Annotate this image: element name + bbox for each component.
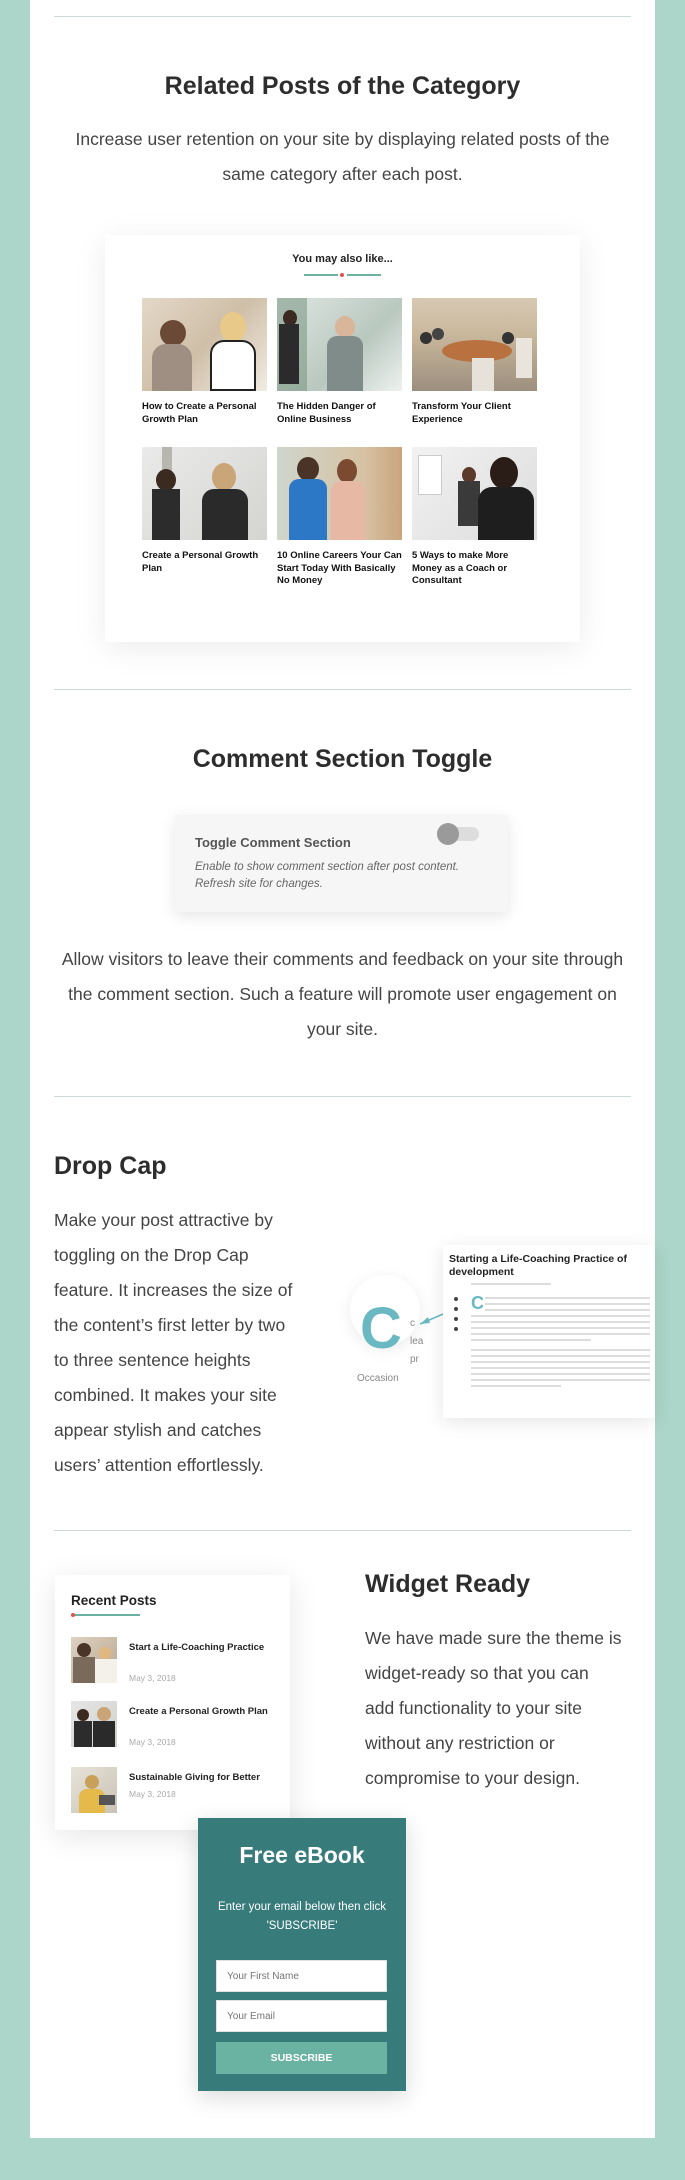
post-thumbnail[interactable] (412, 298, 537, 391)
post-title[interactable]: Create a Personal Growth Plan (142, 550, 259, 574)
text-line-placeholder (471, 1385, 561, 1387)
recent-posts-widget (55, 1575, 290, 1830)
first-name-input[interactable] (216, 1960, 387, 1992)
meta-line (471, 1283, 551, 1285)
related-post-item[interactable] (142, 447, 267, 575)
heading-dot (71, 1613, 75, 1617)
toggle-label: Toggle Comment Section (195, 835, 351, 850)
ebook-description: Enter your email below then click 'SUBSCRIBE' (217, 1901, 387, 1932)
text-line-placeholder (485, 1303, 650, 1305)
recent-post-title[interactable]: Create a Personal Growth Plan (129, 1706, 268, 1717)
text-line: without any restriction or (365, 1733, 555, 1753)
recent-post-item[interactable] (71, 1701, 281, 1749)
toggle-desc-line: Enable to show comment section after post content. (195, 861, 460, 873)
drop-cap-text (54, 1203, 344, 1483)
recent-post-date: May 3, 2018 (129, 1737, 176, 1747)
section-divider (54, 689, 631, 690)
related-posts-heading: You may also like... (292, 253, 393, 265)
text-line: widget-ready so that you can (365, 1663, 589, 1683)
text-line-placeholder (471, 1379, 650, 1381)
page-content (30, 0, 655, 2138)
recent-post-date: May 3, 2018 (129, 1789, 176, 1799)
recent-post-title[interactable]: Sustainable Giving for Better (129, 1772, 260, 1783)
post-title[interactable]: How to Create a Personal Growth Plan (142, 401, 257, 425)
post-thumbnail[interactable] (277, 298, 402, 391)
drop-cap-letter: C (360, 1296, 402, 1361)
preview-drop-cap: C (471, 1293, 484, 1313)
text-line: toggling on the Drop Cap (54, 1245, 249, 1265)
related-posts-text: Increase user retention on your site by displaying related posts of the same category after each post. (75, 129, 610, 184)
share-icon (454, 1297, 458, 1301)
text-line: Make your post attractive by (54, 1210, 273, 1230)
related-post-item[interactable] (142, 298, 267, 426)
heading-underline (304, 274, 338, 276)
text-line: users’ attention effortlessly. (54, 1455, 264, 1475)
comment-toggle-title: Comment Section Toggle (192, 745, 493, 773)
post-thumbnail[interactable] (277, 447, 402, 540)
recent-post-thumbnail[interactable] (71, 1767, 117, 1813)
toggle-card (175, 815, 508, 912)
text-line-placeholder (471, 1367, 650, 1369)
toggle-knob[interactable] (437, 823, 459, 845)
text-line-placeholder (485, 1297, 650, 1299)
ebook-signup-widget (198, 1818, 406, 2091)
subscribe-button[interactable]: SUBSCRIBE (216, 2042, 387, 2074)
text-line-placeholder (471, 1349, 650, 1351)
sample-fragment: lea (410, 1336, 424, 1347)
post-thumbnail[interactable] (412, 447, 537, 540)
recent-post-item[interactable] (71, 1637, 281, 1685)
toggle-description (195, 859, 459, 893)
preview-title: Starting a Life-Coaching Practice of development (449, 1253, 627, 1278)
post-title[interactable]: Transform Your Client Experience (412, 401, 511, 425)
section-divider (54, 1096, 631, 1097)
text-line: combined. It makes your site (54, 1385, 277, 1405)
text-line-placeholder (471, 1339, 591, 1341)
text-line-placeholder (471, 1361, 650, 1363)
text-line: compromise to your design. (365, 1768, 580, 1788)
recent-post-item[interactable] (71, 1767, 281, 1815)
ebook-title: Free eBook (239, 1842, 365, 1868)
text-line-placeholder (471, 1373, 650, 1375)
share-icon (454, 1317, 458, 1321)
heading-dot (340, 273, 344, 277)
post-thumbnail[interactable] (142, 298, 267, 391)
text-line: We have made sure the theme is (365, 1628, 622, 1648)
drop-cap-title: Drop Cap (54, 1152, 167, 1180)
post-title[interactable]: The Hidden Danger of Online Business (277, 401, 376, 425)
post-title[interactable]: 5 Ways to make More Money as a Coach or Consultant (412, 550, 509, 586)
text-line: the content’s first letter by two (54, 1315, 286, 1335)
comment-toggle-text: Allow visitors to leave their comments and feedback on your site through the comment section. Such a feature will promote user engagement on your site. (61, 949, 624, 1039)
recent-posts-heading: Recent Posts (71, 1593, 157, 1608)
related-post-item[interactable] (412, 447, 537, 588)
related-post-item[interactable] (277, 447, 402, 588)
recent-post-thumbnail[interactable] (71, 1701, 117, 1747)
share-icon (454, 1307, 458, 1311)
section-divider (54, 1530, 631, 1531)
text-line-placeholder (471, 1327, 650, 1329)
text-line-placeholder (471, 1321, 650, 1323)
text-line-placeholder (471, 1355, 650, 1357)
text-line-placeholder (471, 1315, 650, 1317)
post-thumbnail[interactable] (142, 447, 267, 540)
sample-fragment: pr (410, 1354, 419, 1365)
recent-post-thumbnail[interactable] (71, 1637, 117, 1683)
drop-cap-preview-card (443, 1245, 655, 1418)
email-input[interactable] (216, 2000, 387, 2032)
toggle-desc-line: Refresh site for changes. (195, 878, 323, 890)
heading-underline (71, 1614, 140, 1616)
recent-post-title[interactable]: Start a Life-Coaching Practice (129, 1642, 265, 1653)
related-posts-card (105, 235, 580, 642)
widget-ready-title: Widget Ready (365, 1570, 531, 1598)
heading-underline (347, 274, 381, 276)
related-post-item[interactable] (277, 298, 402, 426)
text-line-placeholder (471, 1333, 650, 1335)
text-line: feature. It increases the size of (54, 1280, 293, 1300)
text-line-placeholder (485, 1309, 650, 1311)
recent-post-date: May 3, 2018 (129, 1673, 176, 1683)
text-line: appear stylish and catches (54, 1420, 262, 1440)
related-posts-title: Related Posts of the Category (164, 72, 521, 100)
post-title[interactable]: 10 Online Careers Your Can Start Today With Basically No Money (277, 550, 402, 586)
text-line: add functionality to your site (365, 1698, 582, 1718)
related-post-item[interactable] (412, 298, 537, 426)
sample-word: Occasion (357, 1373, 399, 1384)
sample-fragment: c (410, 1318, 415, 1329)
section-divider (54, 16, 631, 17)
text-line: to three sentence heights (54, 1350, 251, 1370)
widget-ready-text (365, 1621, 645, 1796)
share-icon (454, 1327, 458, 1331)
